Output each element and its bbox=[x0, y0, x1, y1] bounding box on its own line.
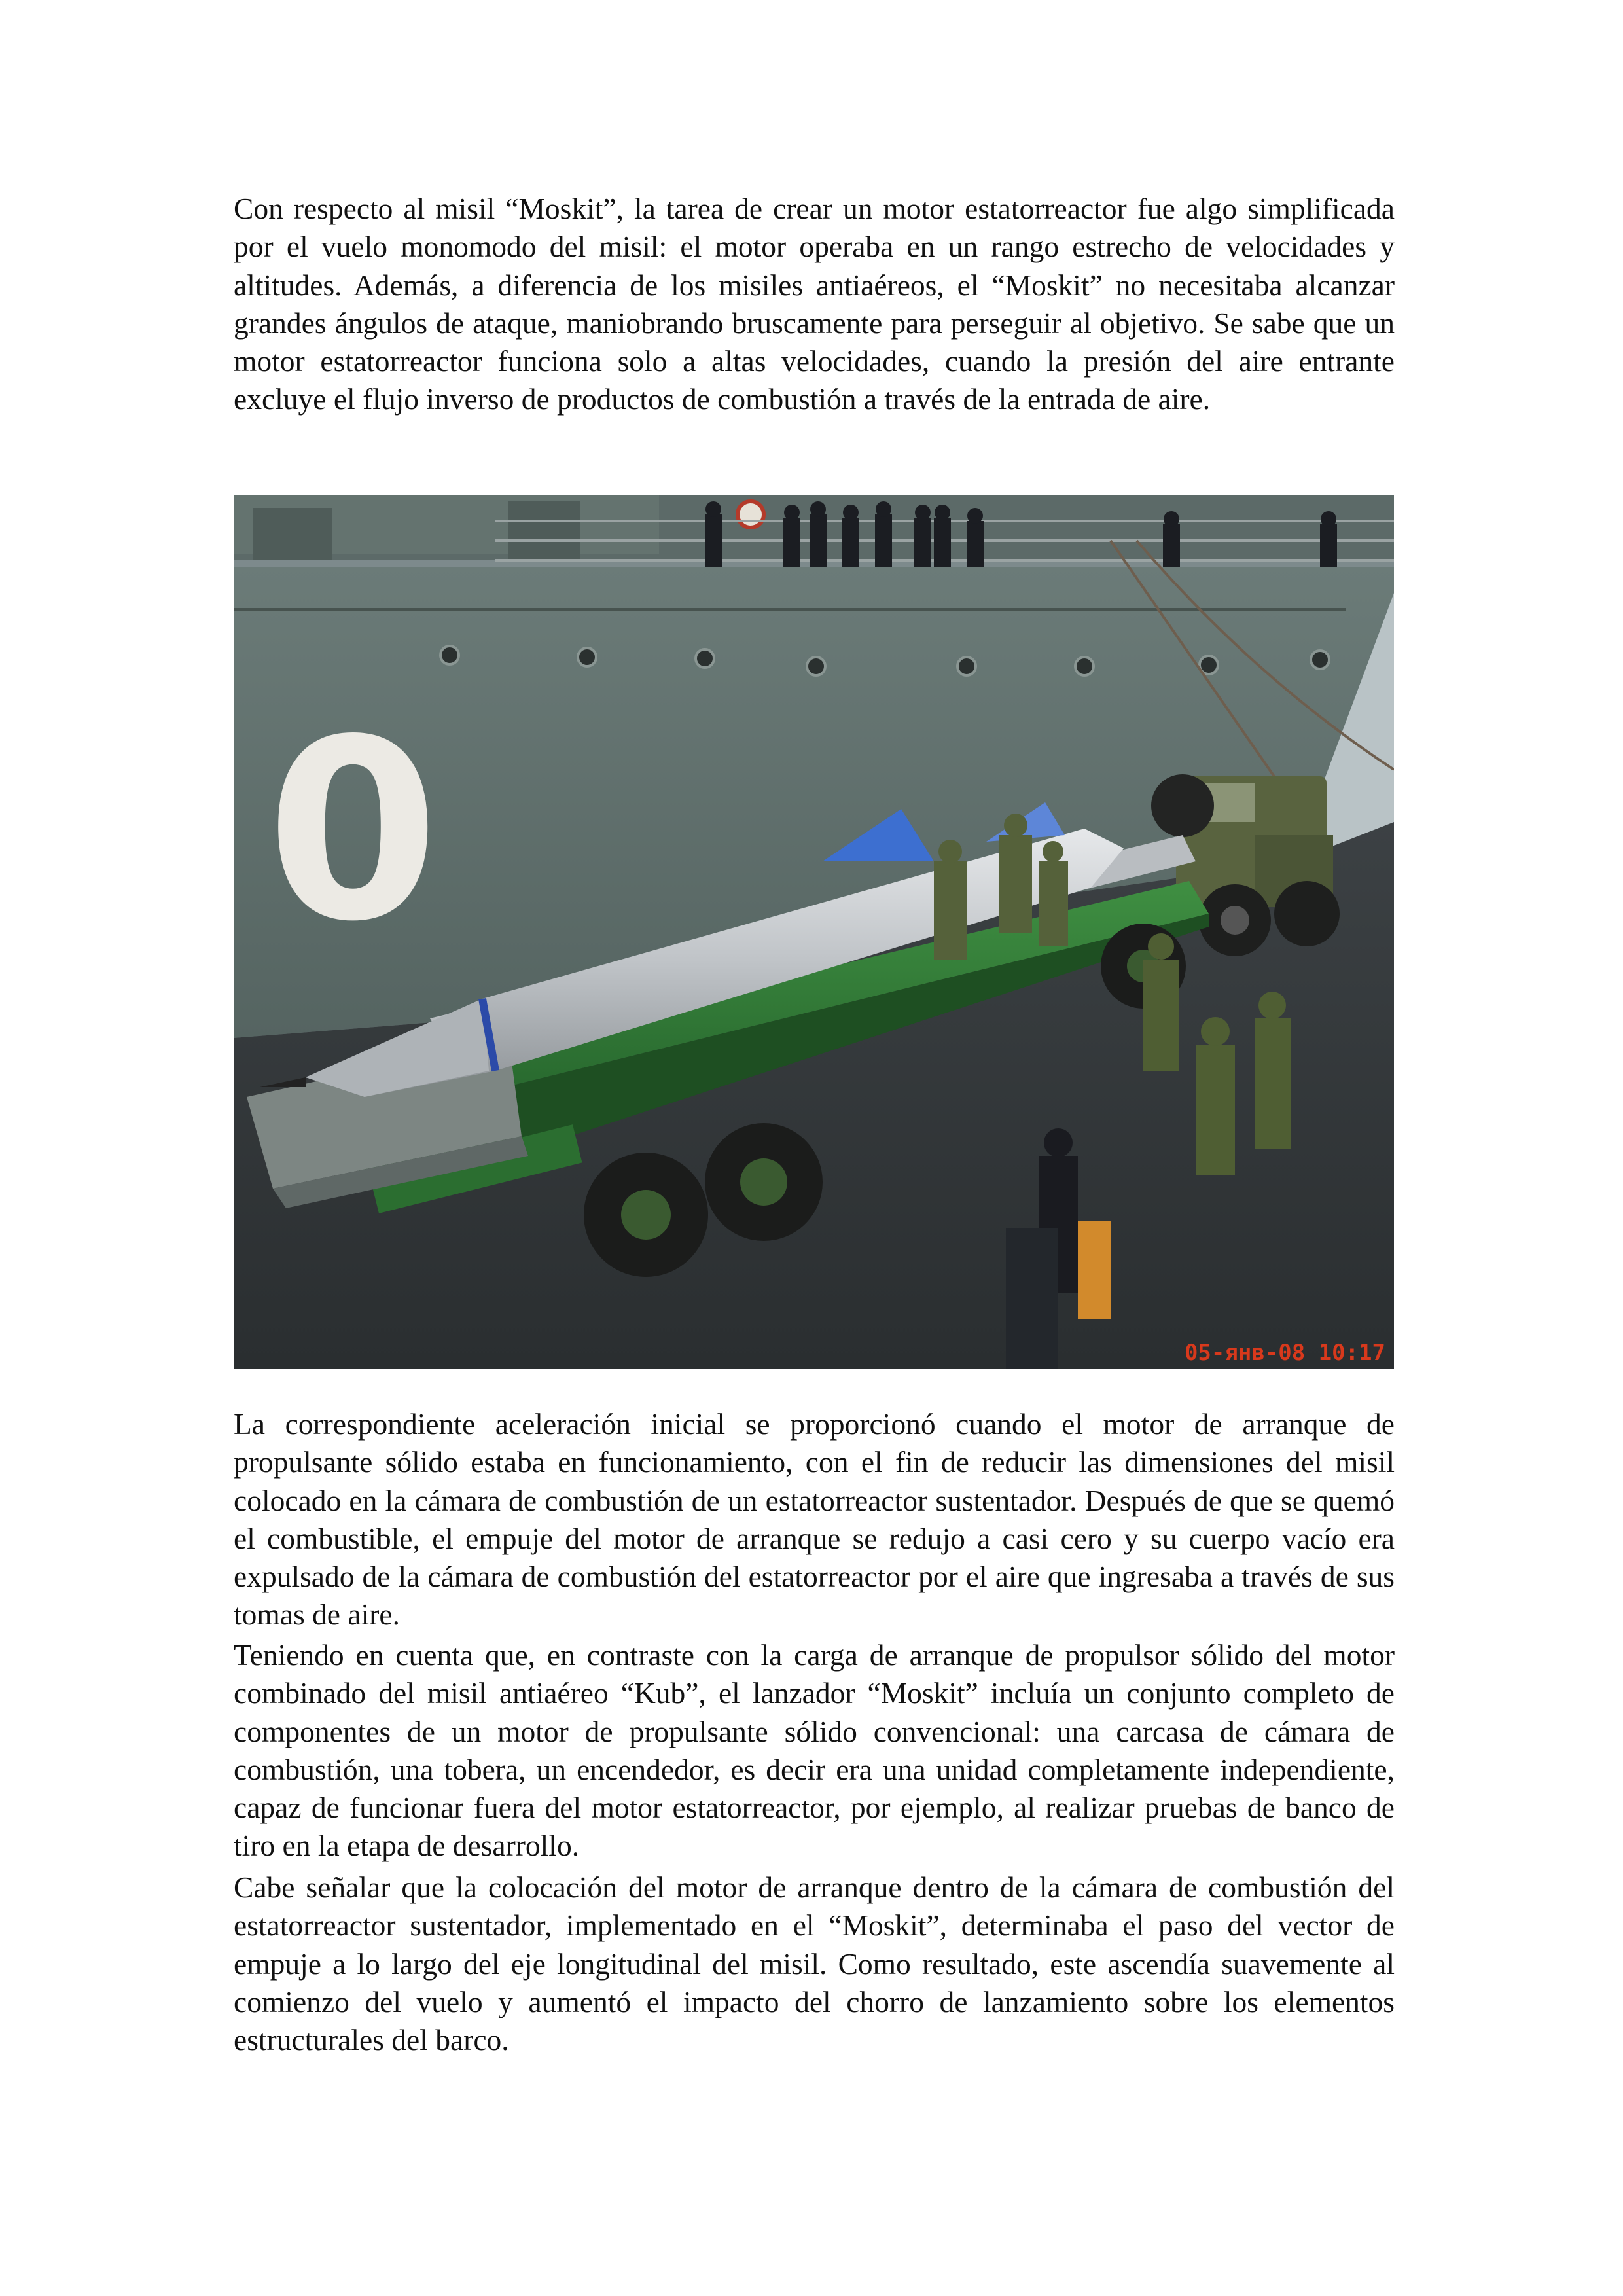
photo-missile-transport bbox=[234, 495, 1394, 1369]
date-stamp: 05-янв-08 10:17 bbox=[1184, 1340, 1385, 1366]
spare-tire bbox=[1151, 774, 1214, 837]
paragraph-1: Con respecto al misil “Moskit”, la tarea de crear un motor estatorreactor fue algo simplificada por el vuelo monomodo del misil: el motor operaba en un rango estrecho de velocidades y altitudes. Además, a diferencia de los misiles antiaéreos, el “Moskit” no necesitaba alcanzar grandes ángulos de ataque, maniobrando bruscamente para perseguir al objetivo. Se sabe que un motor estatorreactor funciona solo a altas velocidades, cuando la presión del aire entrante excluye el flujo inverso de productos de combustión a través de la entrada de aire. bbox=[234, 192, 1395, 416]
life-ring bbox=[738, 501, 764, 528]
paragraph-4: Cabe señalar que la colocación del motor de arranque dentro de la cámara de combustión del estatorreactor sustentador, implementado en el “Moskit”, determinaba el paso del vector de empuje a lo largo del eje longitudinal del misil. Como resultado, este ascendía suavemente al comienzo del vuelo y aumentó el impacto del chorro de lanzamiento sobre los elementos estructurales del barco. bbox=[234, 1871, 1395, 2057]
paragraph-2: La correspondiente aceleración inicial se proporcionó cuando el motor de arranque de propulsante sólido estaba en funcionamiento, con el fin de reducir las dimensiones del misil colocado en la cámara de combustión de un estatorreactor sustentador. Después de que se quemó el combustible, el empuje del motor de arranque se redujo a casi cero y su cuerpo vacío era expulsado de la cámara de combustión del estatorreactor por el aire que ingresaba a través de sus tomas de aire. bbox=[234, 1407, 1395, 1632]
hull-number: 0 bbox=[266, 686, 440, 976]
photo-illustration bbox=[234, 495, 1394, 1369]
paragraph-3: Teniendo en cuenta que, en contraste con la carga de arranque de propulsor sólido del motor combinado del misil antiaéreo “Kub”, el lanzador “Moskit” incluía un conjunto completo de componentes de un motor de propulsante sólido convencional: una carcasa de cámara de combustión, una tobera, un encendedor, es decir era una unidad completamente independiente, capaz de funcionar fuera del motor estatorreactor, por ejemplo, al realizar pruebas de banco de tiro en la etapa de desarrollo. bbox=[234, 1638, 1395, 1863]
